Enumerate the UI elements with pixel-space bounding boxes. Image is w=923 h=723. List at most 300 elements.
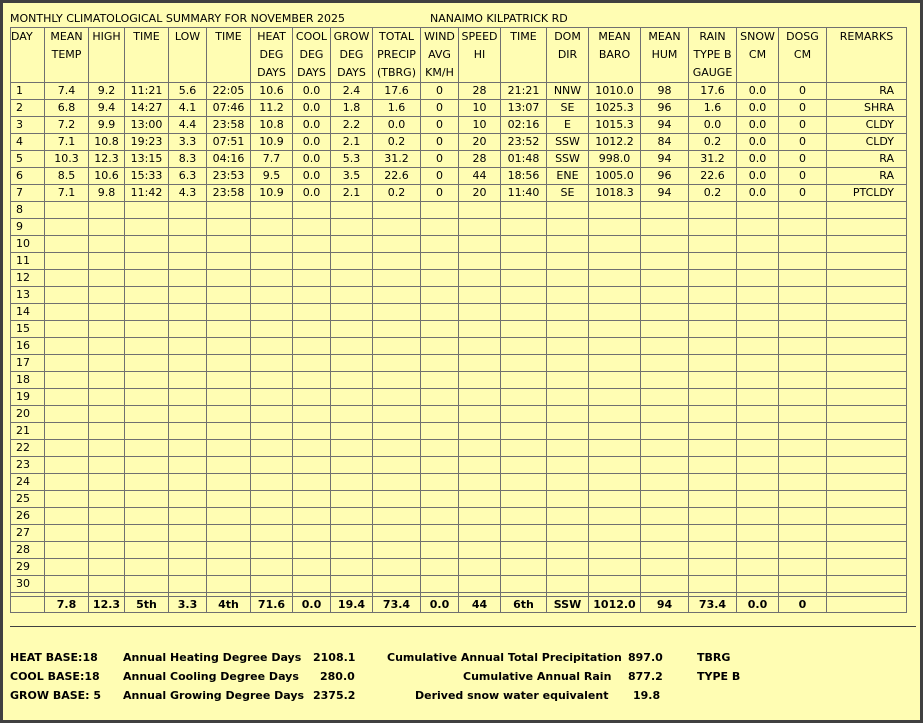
type-b-note: TYPE B — [697, 670, 741, 683]
table-cell — [501, 559, 547, 576]
table-cell — [459, 287, 501, 304]
table-cell — [251, 440, 293, 457]
table-cell — [169, 474, 207, 491]
table-cell — [169, 389, 207, 406]
table-cell — [547, 508, 589, 525]
table-cell — [589, 423, 641, 440]
table-cell — [125, 508, 169, 525]
table-cell: 9.5 — [251, 168, 293, 185]
table-cell — [689, 508, 737, 525]
table-cell — [207, 253, 251, 270]
table-cell — [169, 457, 207, 474]
table-cell — [89, 372, 125, 389]
table-cell — [125, 372, 169, 389]
table-cell: 94 — [641, 117, 689, 134]
table-cell — [827, 372, 907, 389]
table-cell: 9 — [11, 219, 45, 236]
header-cell: TYPE B — [689, 46, 737, 64]
header-cell — [89, 64, 125, 83]
table-cell — [589, 321, 641, 338]
tbrg-note: TBRG — [697, 651, 731, 664]
table-cell: 25 — [11, 491, 45, 508]
table-cell — [125, 440, 169, 457]
table-cell — [827, 559, 907, 576]
table-cell — [293, 440, 331, 457]
table-cell — [331, 440, 373, 457]
table-cell — [547, 253, 589, 270]
header-cell — [125, 46, 169, 64]
table-cell: 0 — [779, 83, 827, 100]
table-cell — [125, 491, 169, 508]
table-cell — [589, 508, 641, 525]
table-cell — [501, 338, 547, 355]
table-cell: 7.7 — [251, 151, 293, 168]
table-cell — [169, 406, 207, 423]
table-cell: 3 — [11, 117, 45, 134]
table-cell: 4.4 — [169, 117, 207, 134]
table-cell — [89, 202, 125, 219]
header-cell — [11, 64, 45, 83]
table-cell — [421, 389, 459, 406]
table-cell — [89, 474, 125, 491]
table-cell — [373, 253, 421, 270]
table-cell — [373, 321, 421, 338]
table-cell — [641, 236, 689, 253]
table-cell — [501, 253, 547, 270]
table-cell — [641, 457, 689, 474]
table-cell — [45, 270, 89, 287]
table-cell — [331, 355, 373, 372]
table-cell — [589, 372, 641, 389]
table-cell — [689, 423, 737, 440]
table-cell — [125, 202, 169, 219]
table-cell: 0 — [779, 168, 827, 185]
table-cell: 94 — [641, 151, 689, 168]
table-cell — [827, 304, 907, 321]
table-cell — [207, 440, 251, 457]
table-cell — [207, 457, 251, 474]
header-cell — [779, 64, 827, 83]
table-cell: 26 — [11, 508, 45, 525]
table-cell — [89, 236, 125, 253]
header-cell: DAY — [11, 28, 45, 47]
table-cell: 01:48 — [501, 151, 547, 168]
table-cell — [421, 270, 459, 287]
table-cell — [779, 440, 827, 457]
table-cell — [169, 355, 207, 372]
cum-rain-label: Cumulative Annual Rain — [463, 670, 612, 683]
table-cell — [737, 372, 779, 389]
table-cell — [331, 389, 373, 406]
table-cell — [89, 321, 125, 338]
table-row — [11, 321, 907, 338]
totals-cell: 73.4 — [689, 597, 737, 613]
table-cell: 15 — [11, 321, 45, 338]
table-cell — [331, 457, 373, 474]
grow-base: GROW BASE: 5 — [10, 689, 102, 702]
table-cell — [421, 491, 459, 508]
table-cell — [373, 423, 421, 440]
table-cell — [737, 576, 779, 593]
table-cell — [827, 270, 907, 287]
table-cell — [641, 423, 689, 440]
table-cell — [459, 236, 501, 253]
table-cell — [501, 576, 547, 593]
table-cell: 10.8 — [89, 134, 125, 151]
table-cell: 9.2 — [89, 83, 125, 100]
table-cell — [373, 559, 421, 576]
table-cell — [827, 321, 907, 338]
table-cell — [251, 525, 293, 542]
table-cell — [459, 576, 501, 593]
table-cell — [251, 253, 293, 270]
snow-water-value: 19.8 — [633, 689, 661, 702]
table-cell — [779, 508, 827, 525]
table-cell — [501, 542, 547, 559]
table-cell — [589, 236, 641, 253]
table-cell — [421, 236, 459, 253]
table-cell — [827, 236, 907, 253]
table-cell: 10.9 — [251, 134, 293, 151]
table-cell: 30 — [11, 576, 45, 593]
table-cell — [293, 542, 331, 559]
totals-cell: 4th — [207, 597, 251, 613]
table-cell — [641, 270, 689, 287]
table-cell — [689, 559, 737, 576]
table-cell: 44 — [459, 168, 501, 185]
table-cell — [547, 355, 589, 372]
table-cell — [251, 236, 293, 253]
totals-cell: 94 — [641, 597, 689, 613]
table-cell — [737, 202, 779, 219]
table-cell — [207, 338, 251, 355]
header-cell — [501, 64, 547, 83]
table-cell: SE — [547, 185, 589, 202]
table-cell — [251, 304, 293, 321]
table-cell — [89, 508, 125, 525]
header-cell — [737, 64, 779, 83]
table-cell — [293, 202, 331, 219]
table-cell — [169, 338, 207, 355]
header-cell — [169, 46, 207, 64]
table-cell — [293, 406, 331, 423]
header-cell: TOTAL — [373, 28, 421, 47]
table-cell: 1 — [11, 83, 45, 100]
table-cell — [89, 355, 125, 372]
table-cell — [547, 491, 589, 508]
table-cell — [641, 474, 689, 491]
table-row — [11, 117, 907, 134]
table-cell — [251, 406, 293, 423]
table-cell — [421, 559, 459, 576]
table-cell — [547, 338, 589, 355]
table-cell — [207, 202, 251, 219]
totals-cell: 7.8 — [45, 597, 89, 613]
table-cell — [589, 355, 641, 372]
header-cell: GROW — [331, 28, 373, 47]
table-cell — [547, 406, 589, 423]
table-cell: 9.8 — [89, 185, 125, 202]
table-cell — [827, 389, 907, 406]
table-cell: 21 — [11, 423, 45, 440]
table-cell — [547, 270, 589, 287]
table-cell: 9.9 — [89, 117, 125, 134]
table-row — [11, 168, 907, 185]
table-cell — [641, 406, 689, 423]
table-cell — [45, 491, 89, 508]
header-row — [11, 64, 907, 83]
table-cell: SHRA — [827, 100, 907, 117]
table-row — [11, 338, 907, 355]
table-cell: 10 — [459, 117, 501, 134]
table-cell: 3.5 — [331, 168, 373, 185]
table-cell — [89, 525, 125, 542]
table-cell: NNW — [547, 83, 589, 100]
table-cell — [331, 525, 373, 542]
table-cell — [331, 304, 373, 321]
table-cell: 31.2 — [373, 151, 421, 168]
table-row — [11, 423, 907, 440]
table-cell — [501, 236, 547, 253]
table-cell: 0.2 — [373, 185, 421, 202]
table-cell — [501, 304, 547, 321]
table-cell: 14:27 — [125, 100, 169, 117]
table-cell — [421, 372, 459, 389]
header-cell: MEAN — [45, 28, 89, 47]
table-cell — [251, 287, 293, 304]
totals-cell: 3.3 — [169, 597, 207, 613]
table-cell — [89, 219, 125, 236]
table-cell — [501, 474, 547, 491]
table-cell — [589, 304, 641, 321]
table-cell — [293, 253, 331, 270]
table-cell — [331, 542, 373, 559]
table-cell — [641, 253, 689, 270]
table-cell — [641, 542, 689, 559]
table-cell — [331, 253, 373, 270]
header-cell — [547, 64, 589, 83]
table-cell: 23:52 — [501, 134, 547, 151]
totals-cell: 1012.0 — [589, 597, 641, 613]
table-cell: 0.0 — [293, 100, 331, 117]
table-cell — [547, 372, 589, 389]
table-cell: 20 — [11, 406, 45, 423]
table-cell: CLDY — [827, 117, 907, 134]
table-cell — [207, 576, 251, 593]
table-cell — [779, 372, 827, 389]
table-cell — [207, 287, 251, 304]
table-cell — [501, 508, 547, 525]
table-cell — [779, 287, 827, 304]
totals-cell — [11, 597, 45, 613]
table-cell — [827, 508, 907, 525]
table-cell — [547, 236, 589, 253]
table-cell — [169, 525, 207, 542]
table-row — [11, 372, 907, 389]
table-row — [11, 253, 907, 270]
table-cell: SSW — [547, 134, 589, 151]
table-cell: 0 — [421, 168, 459, 185]
table-cell — [827, 202, 907, 219]
annual-growing-value: 2375.2 — [313, 689, 356, 702]
table-cell — [689, 338, 737, 355]
table-cell — [251, 474, 293, 491]
header-cell: COOL — [293, 28, 331, 47]
table-cell: 0.0 — [737, 168, 779, 185]
table-cell: 20 — [459, 185, 501, 202]
table-cell — [45, 542, 89, 559]
table-cell — [689, 525, 737, 542]
table-cell — [689, 372, 737, 389]
table-cell — [459, 219, 501, 236]
table-cell — [737, 440, 779, 457]
table-cell — [293, 525, 331, 542]
table-cell: 8 — [11, 202, 45, 219]
table-cell — [373, 389, 421, 406]
table-cell — [169, 287, 207, 304]
table-cell: E — [547, 117, 589, 134]
table-cell — [169, 576, 207, 593]
table-cell — [501, 406, 547, 423]
table-cell — [89, 423, 125, 440]
table-cell: ENE — [547, 168, 589, 185]
table-cell: 23:58 — [207, 117, 251, 134]
table-cell: 17.6 — [373, 83, 421, 100]
table-cell: 07:46 — [207, 100, 251, 117]
table-cell: 0 — [421, 83, 459, 100]
table-cell — [689, 304, 737, 321]
table-cell: 07:51 — [207, 134, 251, 151]
table-cell — [779, 219, 827, 236]
table-cell — [459, 202, 501, 219]
table-cell — [45, 355, 89, 372]
table-cell: 3.3 — [169, 134, 207, 151]
table-cell: 20 — [459, 134, 501, 151]
table-cell: 0 — [779, 100, 827, 117]
table-cell — [689, 406, 737, 423]
table-cell: 7.1 — [45, 185, 89, 202]
header-cell: DAYS — [251, 64, 293, 83]
table-cell — [421, 406, 459, 423]
totals-cell: 0.0 — [293, 597, 331, 613]
header-cell — [501, 46, 547, 64]
table-cell — [293, 372, 331, 389]
station-name: NANAIMO KILPATRICK RD — [430, 12, 568, 25]
table-cell: 84 — [641, 134, 689, 151]
table-row — [11, 287, 907, 304]
header-cell — [827, 64, 907, 83]
totals-cell: 0 — [779, 597, 827, 613]
totals-cell: 73.4 — [373, 597, 421, 613]
table-cell — [641, 508, 689, 525]
table-cell — [737, 304, 779, 321]
table-cell — [641, 389, 689, 406]
table-cell — [589, 202, 641, 219]
table-cell — [207, 406, 251, 423]
table-cell — [779, 202, 827, 219]
header-cell: LOW — [169, 28, 207, 47]
table-cell: 18:56 — [501, 168, 547, 185]
table-cell — [45, 440, 89, 457]
table-cell: 998.0 — [589, 151, 641, 168]
table-cell — [737, 236, 779, 253]
table-cell — [779, 355, 827, 372]
table-cell: 10 — [11, 236, 45, 253]
table-cell — [501, 372, 547, 389]
table-cell: PTCLDY — [827, 185, 907, 202]
table-cell — [125, 525, 169, 542]
table-cell — [293, 491, 331, 508]
table-cell: 0.0 — [737, 117, 779, 134]
table-cell — [827, 525, 907, 542]
table-cell — [501, 219, 547, 236]
table-cell — [293, 304, 331, 321]
table-cell: 11:42 — [125, 185, 169, 202]
table-cell — [779, 559, 827, 576]
table-cell — [373, 406, 421, 423]
table-cell: 14 — [11, 304, 45, 321]
table-cell — [293, 270, 331, 287]
table-cell — [207, 525, 251, 542]
header-cell — [207, 46, 251, 64]
table-cell — [827, 542, 907, 559]
table-cell — [207, 270, 251, 287]
table-cell — [589, 457, 641, 474]
table-cell — [251, 372, 293, 389]
cum-precip-label: Cumulative Annual Total Precipitation — [387, 651, 622, 664]
table-cell — [373, 576, 421, 593]
header-cell: DOSG — [779, 28, 827, 47]
table-cell — [589, 287, 641, 304]
table-cell — [421, 304, 459, 321]
table-cell — [45, 202, 89, 219]
table-row — [11, 406, 907, 423]
table-cell: 24 — [11, 474, 45, 491]
table-cell: 6 — [11, 168, 45, 185]
table-cell — [207, 236, 251, 253]
table-row — [11, 100, 907, 117]
table-cell — [459, 491, 501, 508]
table-cell — [689, 457, 737, 474]
table-cell: 22 — [11, 440, 45, 457]
table-cell — [331, 423, 373, 440]
table-row — [11, 576, 907, 593]
table-cell — [373, 508, 421, 525]
table-cell: 22:05 — [207, 83, 251, 100]
header-cell: HEAT — [251, 28, 293, 47]
table-cell: 31.2 — [689, 151, 737, 168]
totals-cell: 12.3 — [89, 597, 125, 613]
table-cell: 98 — [641, 83, 689, 100]
table-cell: 21:21 — [501, 83, 547, 100]
table-cell — [589, 542, 641, 559]
table-cell — [641, 440, 689, 457]
table-cell — [641, 355, 689, 372]
table-cell: 0.0 — [737, 151, 779, 168]
table-cell: 1.6 — [373, 100, 421, 117]
table-cell — [501, 389, 547, 406]
table-cell — [251, 355, 293, 372]
table-cell — [251, 321, 293, 338]
table-cell: 96 — [641, 168, 689, 185]
table-cell — [737, 219, 779, 236]
header-cell: KM/H — [421, 64, 459, 83]
table-cell — [421, 525, 459, 542]
table-cell: 7.4 — [45, 83, 89, 100]
table-cell — [421, 423, 459, 440]
table-cell — [779, 525, 827, 542]
table-cell — [45, 321, 89, 338]
